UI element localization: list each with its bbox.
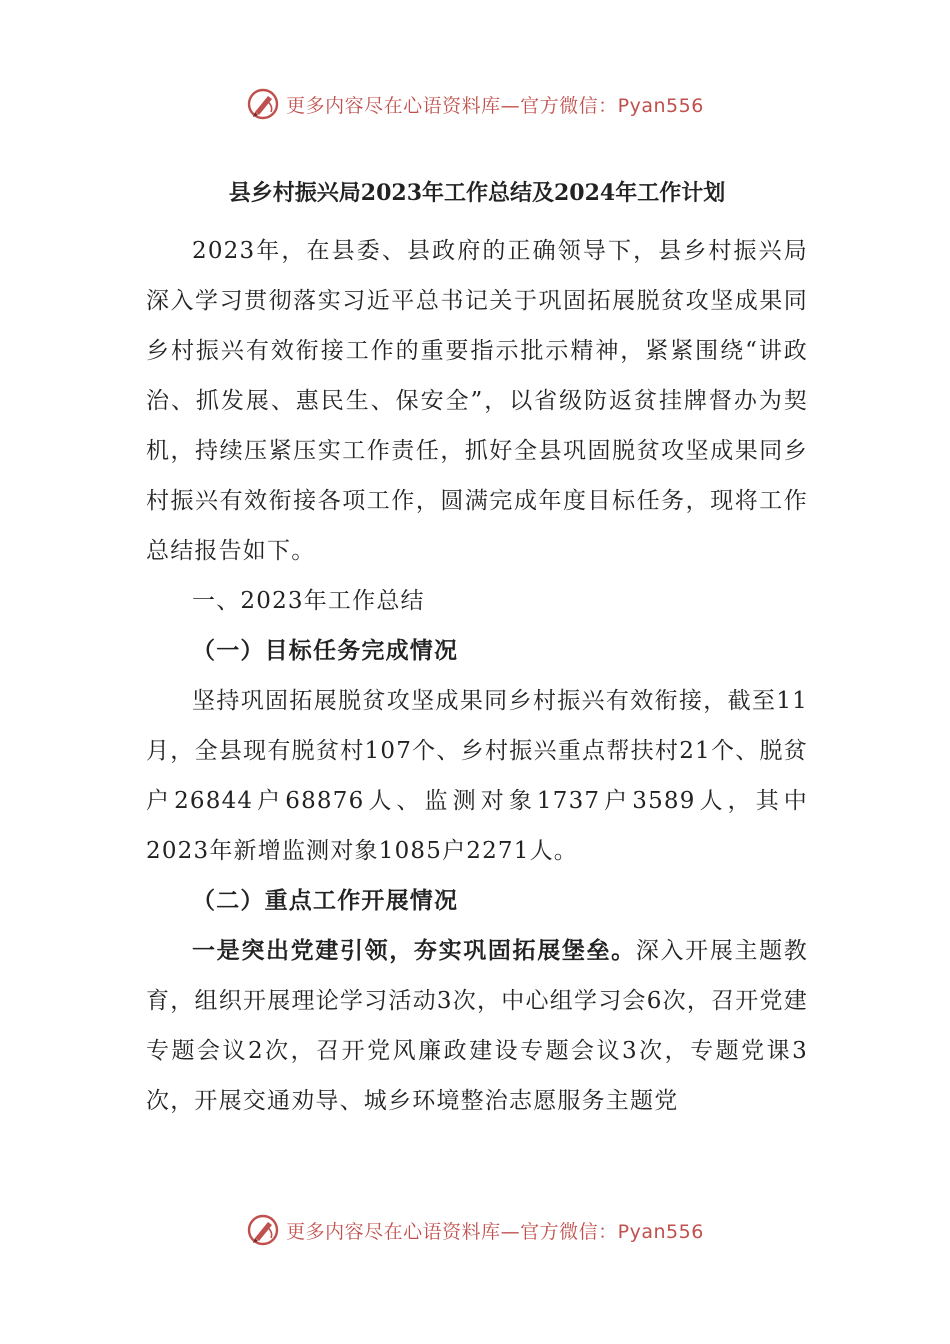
document-body xyxy=(146,168,808,1126)
pen-logo-icon xyxy=(246,1213,280,1247)
subsection-heading-1: （一）目标任务完成情况 xyxy=(192,637,459,664)
document-title: 县乡村振兴局2023年工作总结及2024年工作计划 xyxy=(228,180,726,206)
watermark-text: 更多内容尽在心语资料库—官方微信：Pyan556 xyxy=(286,1220,704,1243)
subsection-1-paragraph: 坚持巩固拓展脱贫攻坚成果同乡村振兴有效衔接，截至11月，全县现有脱贫村107个、乡村振兴重点帮扶村21个、脱贫户26844户68876人、监测对象1737户3589人，其中2023年新增监测对象1085户2271人。 xyxy=(146,688,808,864)
watermark-text: 更多内容尽在心语资料库—官方微信：Pyan556 xyxy=(286,94,704,117)
point-1-lead: 一是突出党建引领，夯实巩固拓展堡垒。 xyxy=(192,937,636,964)
section-heading-1: 一、2023年工作总结 xyxy=(192,588,425,614)
point-1-body: 深入开展主题教育，组织开展理论学习活动3次，中心组学习会6次，召开党建专题会议2次，召开党风廉政建设专题会议3次，专题党课3次，开展交通劝导、城乡环境整治志愿服务主题党 xyxy=(146,938,808,1114)
watermark-banner-top xyxy=(0,84,950,124)
subsection-heading-2: （二）重点工作开展情况 xyxy=(192,887,459,914)
watermark-banner-bottom xyxy=(0,1210,950,1250)
point-1-paragraph xyxy=(146,926,808,1126)
intro-paragraph: 2023年，在县委、县政府的正确领导下，县乡村振兴局深入学习贯彻落实习近平总书记关于巩固拓展脱贫攻坚成果同乡村振兴有效衔接工作的重要指示批示精神，紧紧围绕“讲政治、抓发展、惠民生、保安全”，以省级防返贫挂牌督办为契机，持续压紧压实工作责任，抓好全县巩固脱贫攻坚成果同乡村振兴有效衔接各项工作，圆满完成年度目标任务，现将工作总结报告如下。 xyxy=(146,238,808,564)
pen-logo-icon xyxy=(246,87,280,121)
